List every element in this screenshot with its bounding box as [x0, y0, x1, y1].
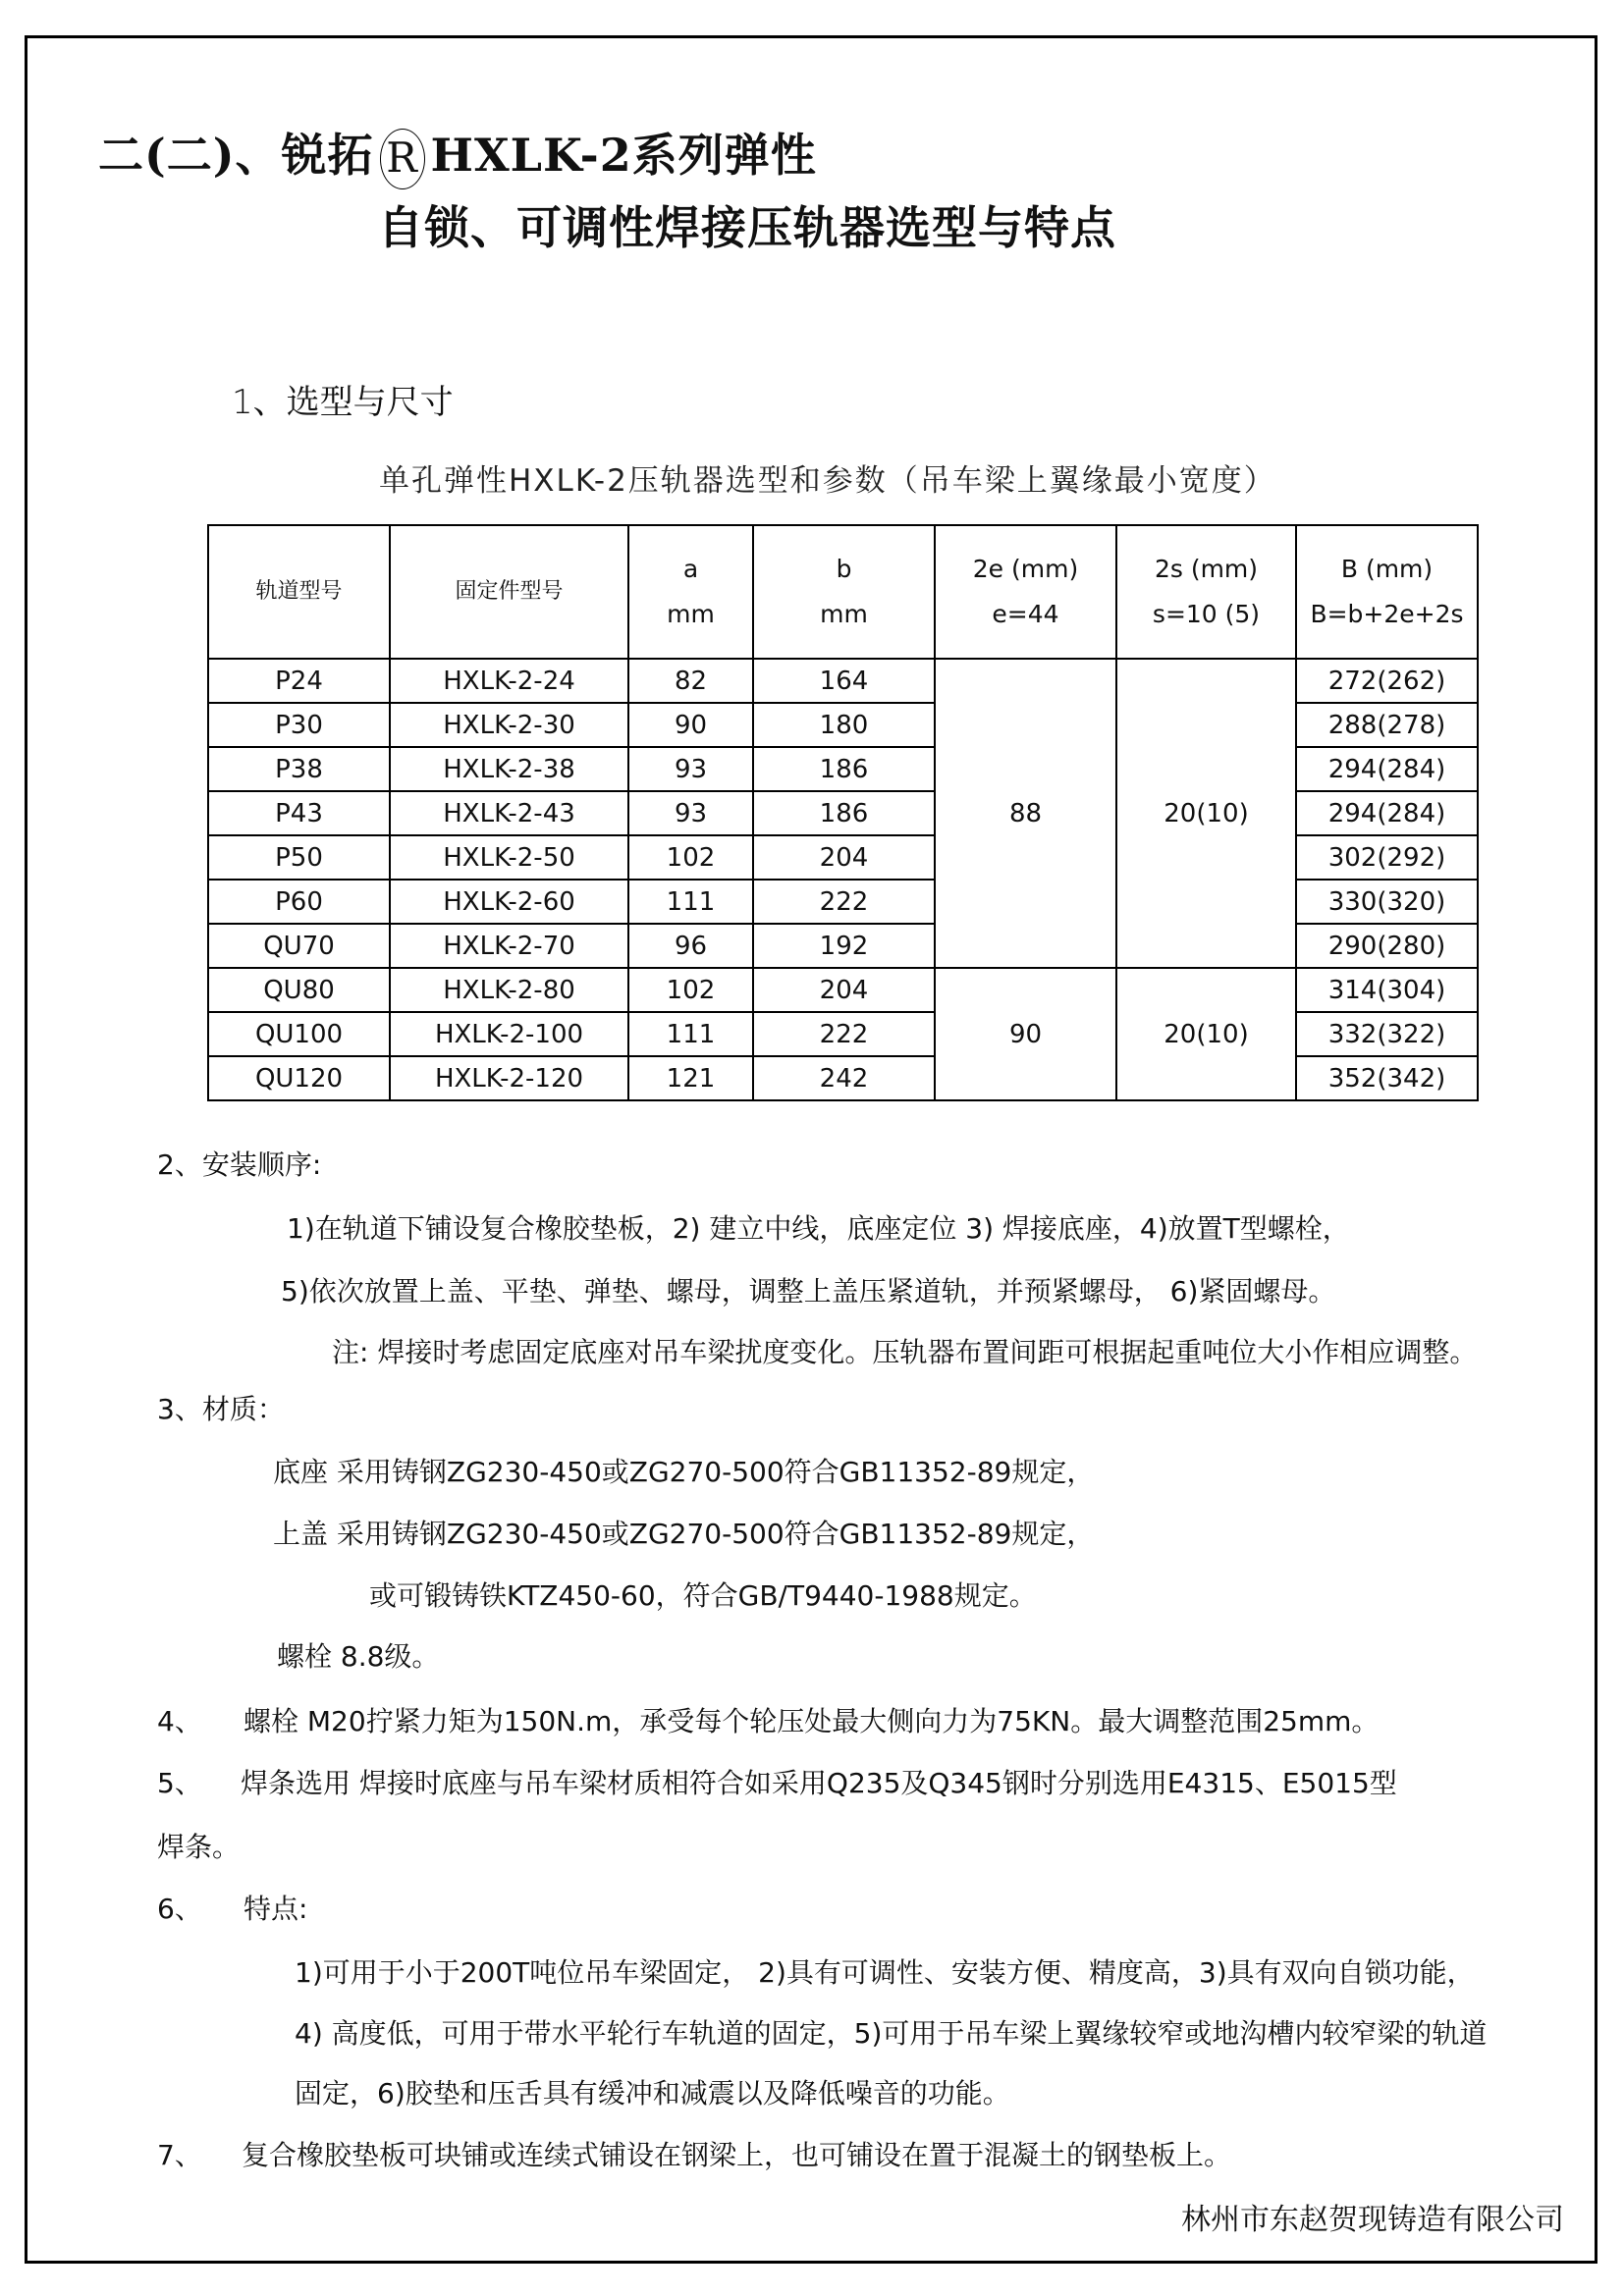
cell-a: 111: [628, 1012, 753, 1056]
col-header-rail: 轨道型号: [208, 525, 390, 659]
cell-rail: P43: [208, 791, 390, 835]
section3-heading: 3、材质：: [157, 1393, 285, 1425]
cell-B: 294(284): [1296, 747, 1478, 791]
cell-part: HXLK-2-43: [390, 791, 628, 835]
cell-2e-group-1: 88: [935, 659, 1116, 968]
cell-b: 242: [753, 1056, 935, 1100]
cell-rail: QU70: [208, 924, 390, 968]
section5-cont: 焊条。: [157, 1831, 241, 1863]
cell-a: 111: [628, 880, 753, 924]
cell-B: 294(284): [1296, 791, 1478, 835]
section1-heading: 1、选型与尺寸: [232, 383, 454, 422]
section6-heading: 特点:: [244, 1893, 308, 1925]
cell-B: 332(322): [1296, 1012, 1478, 1056]
registered-mark-icon: R: [380, 129, 425, 189]
cell-b: 186: [753, 791, 935, 835]
cell-rail: P50: [208, 835, 390, 880]
table-header-row: [208, 525, 1478, 659]
cell-2s-group-2: 20(10): [1116, 968, 1296, 1100]
title-line-1: [98, 120, 817, 189]
cell-B: 290(280): [1296, 924, 1478, 968]
company-name: 林州市东赵贺现铸造有限公司: [1181, 2203, 1564, 2237]
cell-2s-group-1: 20(10): [1116, 659, 1296, 968]
cell-part: HXLK-2-50: [390, 835, 628, 880]
cell-part: HXLK-2-30: [390, 703, 628, 747]
material-cover: 上盖 采用铸钢ZG230-450或ZG270-500符合GB11352-89规定，: [273, 1518, 1095, 1550]
section4-text: 螺栓 M20拧紧力矩为150N.m，承受每个轮压处最大侧向力为75KN。最大调整范围25mm。: [244, 1705, 1380, 1737]
cell-b: 164: [753, 659, 935, 703]
cell-part: HXLK-2-60: [390, 880, 628, 924]
cell-a: 90: [628, 703, 753, 747]
section2-line-2: 5)依次放置上盖、平垫、弹垫、螺母，调整上盖压紧道轨，并预紧螺母， 6)紧固螺母。: [281, 1275, 1336, 1308]
cell-a: 93: [628, 747, 753, 791]
col-header-b: b mm: [753, 525, 935, 659]
col-header-2s: 2s (mm) s=10 (5): [1116, 525, 1296, 659]
col-header-a: a mm: [628, 525, 753, 659]
cell-rail: QU80: [208, 968, 390, 1012]
cell-part: HXLK-2-100: [390, 1012, 628, 1056]
title-line-2: 自锁、可调性焊接压轨器选型与特点: [378, 201, 1116, 254]
cell-part: HXLK-2-38: [390, 747, 628, 791]
section7-text: 复合橡胶垫板可块铺或连续式铺设在钢梁上，也可铺设在置于混凝土的钢垫板上。: [242, 2139, 1232, 2171]
cell-a: 102: [628, 835, 753, 880]
cell-b: 186: [753, 747, 935, 791]
cell-B: 288(278): [1296, 703, 1478, 747]
section4-num: 4、: [157, 1705, 202, 1737]
cell-B: 314(304): [1296, 968, 1478, 1012]
col-header-part: 固定件型号: [390, 525, 628, 659]
cell-B: 302(292): [1296, 835, 1478, 880]
cell-rail: P38: [208, 747, 390, 791]
cell-a: 96: [628, 924, 753, 968]
section6-num: 6、: [157, 1893, 202, 1925]
cell-B: 330(320): [1296, 880, 1478, 924]
cell-b: 204: [753, 968, 935, 1012]
material-cover-alt: 或可锻铸铁KTZ450-60，符合GB/T9440-1988规定。: [369, 1579, 1037, 1612]
spec-table: [207, 524, 1479, 1101]
cell-2e-group-2: 90: [935, 968, 1116, 1100]
cell-rail: P60: [208, 880, 390, 924]
cell-part: HXLK-2-70: [390, 924, 628, 968]
material-base: 底座 采用铸钢ZG230-450或ZG270-500符合GB11352-89规定，: [273, 1456, 1095, 1488]
material-bolt: 螺栓 8.8级。: [277, 1640, 440, 1673]
table-row: [208, 968, 1478, 1012]
cell-a: 121: [628, 1056, 753, 1100]
title-suffix: HXLK-2系列弹性: [430, 129, 817, 182]
cell-part: HXLK-2-120: [390, 1056, 628, 1100]
col-header-2e: 2e (mm) e=44: [935, 525, 1116, 659]
feature-line-3: 固定，6)胶垫和压舌具有缓冲和减震以及降低噪音的功能。: [295, 2077, 1010, 2109]
section2-line-1: 1)在轨道下铺设复合橡胶垫板，2) 建立中线，底座定位 3) 焊接底座，4)放置T型螺栓，: [287, 1212, 1350, 1245]
table-caption: 单孔弹性HXLK-2压轨器选型和参数（吊车梁上翼缘最小宽度）: [379, 463, 1276, 499]
table-row: [208, 659, 1478, 703]
cell-part: HXLK-2-80: [390, 968, 628, 1012]
cell-a: 102: [628, 968, 753, 1012]
col-header-B: B (mm) B=b+2e+2s: [1296, 525, 1478, 659]
cell-B: 352(342): [1296, 1056, 1478, 1100]
section2-note: 注: 焊接时考虑固定底座对吊车梁扰度变化。压轨器布置间距可根据起重吨位大小作相应调整。: [332, 1336, 1478, 1368]
cell-b: 180: [753, 703, 935, 747]
cell-a: 93: [628, 791, 753, 835]
feature-line-2: 4) 高度低，可用于带水平轮行车轨道的固定，5)可用于吊车梁上翼缘较窄或地沟槽内较窄梁的轨道: [295, 2017, 1488, 2050]
cell-b: 192: [753, 924, 935, 968]
section5-num: 5、: [157, 1767, 202, 1799]
cell-part: HXLK-2-24: [390, 659, 628, 703]
section7-num: 7、: [157, 2139, 202, 2171]
cell-B: 272(262): [1296, 659, 1478, 703]
cell-rail: P30: [208, 703, 390, 747]
feature-line-1: 1)可用于小于200T吨位吊车梁固定， 2)具有可调性、安装方便、精度高，3)具有双向自锁功能，: [295, 1956, 1475, 1989]
cell-b: 222: [753, 1012, 935, 1056]
cell-a: 82: [628, 659, 753, 703]
cell-rail: QU120: [208, 1056, 390, 1100]
cell-b: 204: [753, 835, 935, 880]
cell-b: 222: [753, 880, 935, 924]
cell-rail: P24: [208, 659, 390, 703]
cell-rail: QU100: [208, 1012, 390, 1056]
title-prefix: 二(二)、锐拓: [98, 129, 374, 182]
section5-text: 焊条选用 焊接时底座与吊车梁材质相符合如采用Q235及Q345钢时分别选用E4315、E5015型: [241, 1767, 1397, 1799]
section2-heading: 2、安装顺序:: [157, 1148, 322, 1181]
